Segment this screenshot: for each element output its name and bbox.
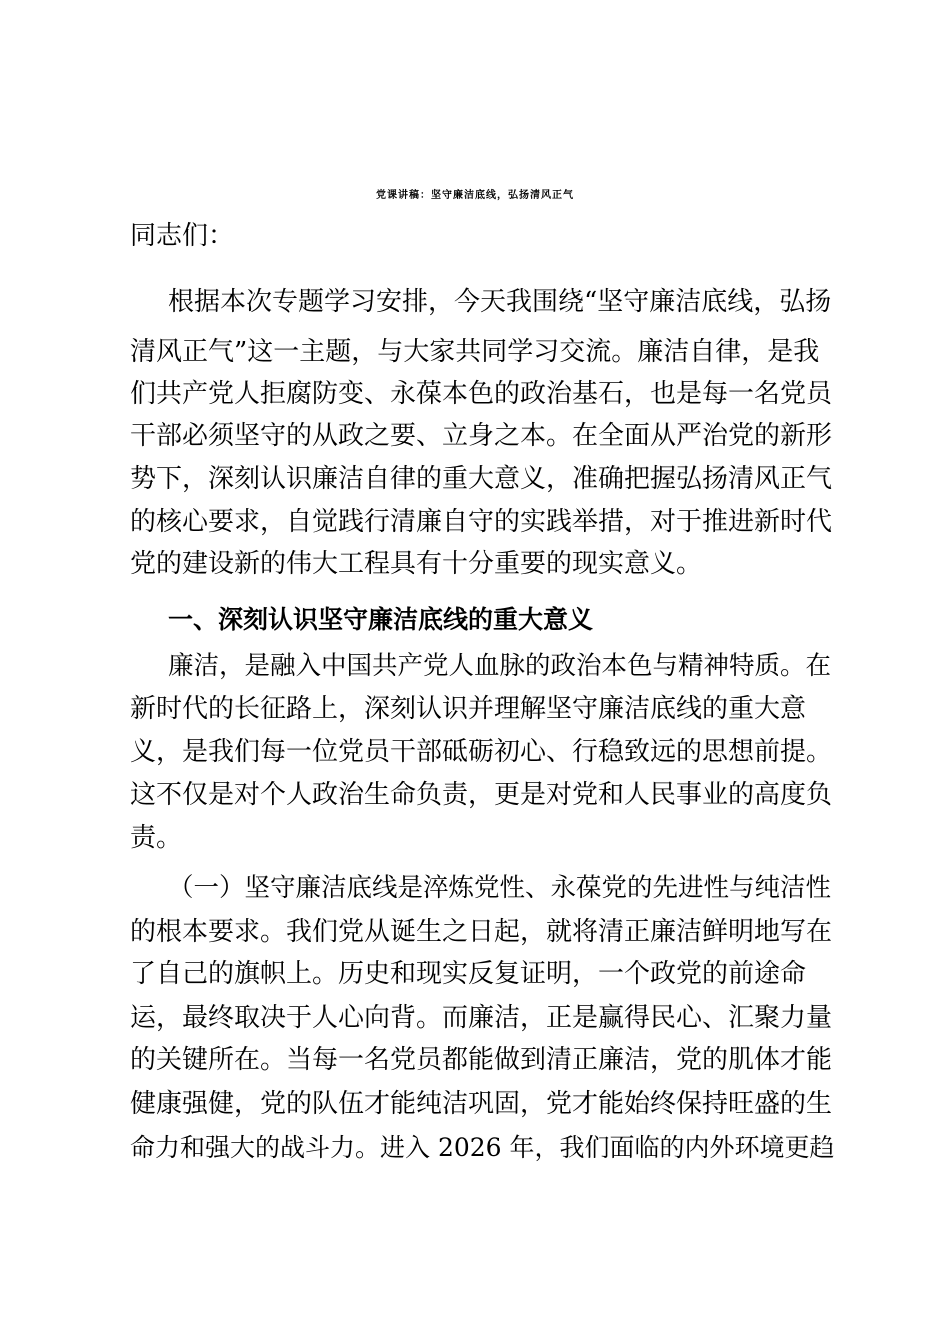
subsection1-line: （一）坚守廉洁底线是淬炼党性、永葆党的先进性与纯洁性 <box>168 873 832 903</box>
intro-line: 党的建设新的伟大工程具有十分重要的现实意义。 <box>130 549 703 579</box>
subsection1-line: 了自己的旗帜上。历史和现实反复证明，一个政党的前途命 <box>130 959 807 989</box>
intro-line: 势下，深刻认识廉洁自律的重大意义，准确把握弘扬清风正气 <box>130 464 833 494</box>
section1-line: 廉洁，是融入中国共产党人血脉的政治本色与精神特质。在 <box>168 651 832 681</box>
subsection1-line: 健康强健，党的队伍才能纯洁巩固，党才能始终保持旺盛的生 <box>130 1089 833 1119</box>
subsection1-line: 的关键所在。当每一名党员都能做到清正廉洁，党的肌体才能 <box>130 1045 833 1075</box>
intro-line: 干部必须坚守的从政之要、立身之本。在全面从严治党的新形 <box>130 421 833 451</box>
section1-line: 责。 <box>130 823 183 853</box>
salutation: 同志们： <box>130 221 235 251</box>
intro-line: 的核心要求，自觉践行清廉自守的实践举措，对于推进新时代 <box>130 507 833 537</box>
section1-line: 这不仅是对个人政治生命负责，更是对党和人民事业的高度负 <box>130 780 833 810</box>
intro-line: 根据本次专题学习安排，今天我围绕“坚守廉洁底线，弘扬 <box>168 287 832 317</box>
intro-line: 们共产党人拒腐防变、永葆本色的政治基石，也是每一名党员 <box>130 379 833 409</box>
intro-line: 清风正气”这一主题，与大家共同学习交流。廉洁自律，是我 <box>130 337 820 367</box>
section1-line: 新时代的长征路上，深刻认识并理解坚守廉洁底线的重大意 <box>130 694 807 724</box>
section1-line: 义，是我们每一位党员干部砥砺初心、行稳致远的思想前提。 <box>130 737 833 767</box>
subsection1-line: 运，最终取决于人心向背。而廉洁，正是赢得民心、汇聚力量 <box>130 1003 833 1033</box>
document-title: 党课讲稿：坚守廉洁底线，弘扬清风正气 <box>376 190 574 201</box>
subsection1-line: 命力和强大的战斗力。进入 2026 年，我们面临的内外环境更趋 <box>130 1133 835 1162</box>
section-heading: 一、深刻认识坚守廉洁底线的重大意义 <box>168 605 594 634</box>
subsection1-line: 的根本要求。我们党从诞生之日起，就将清正廉洁鲜明地写在 <box>130 917 833 947</box>
